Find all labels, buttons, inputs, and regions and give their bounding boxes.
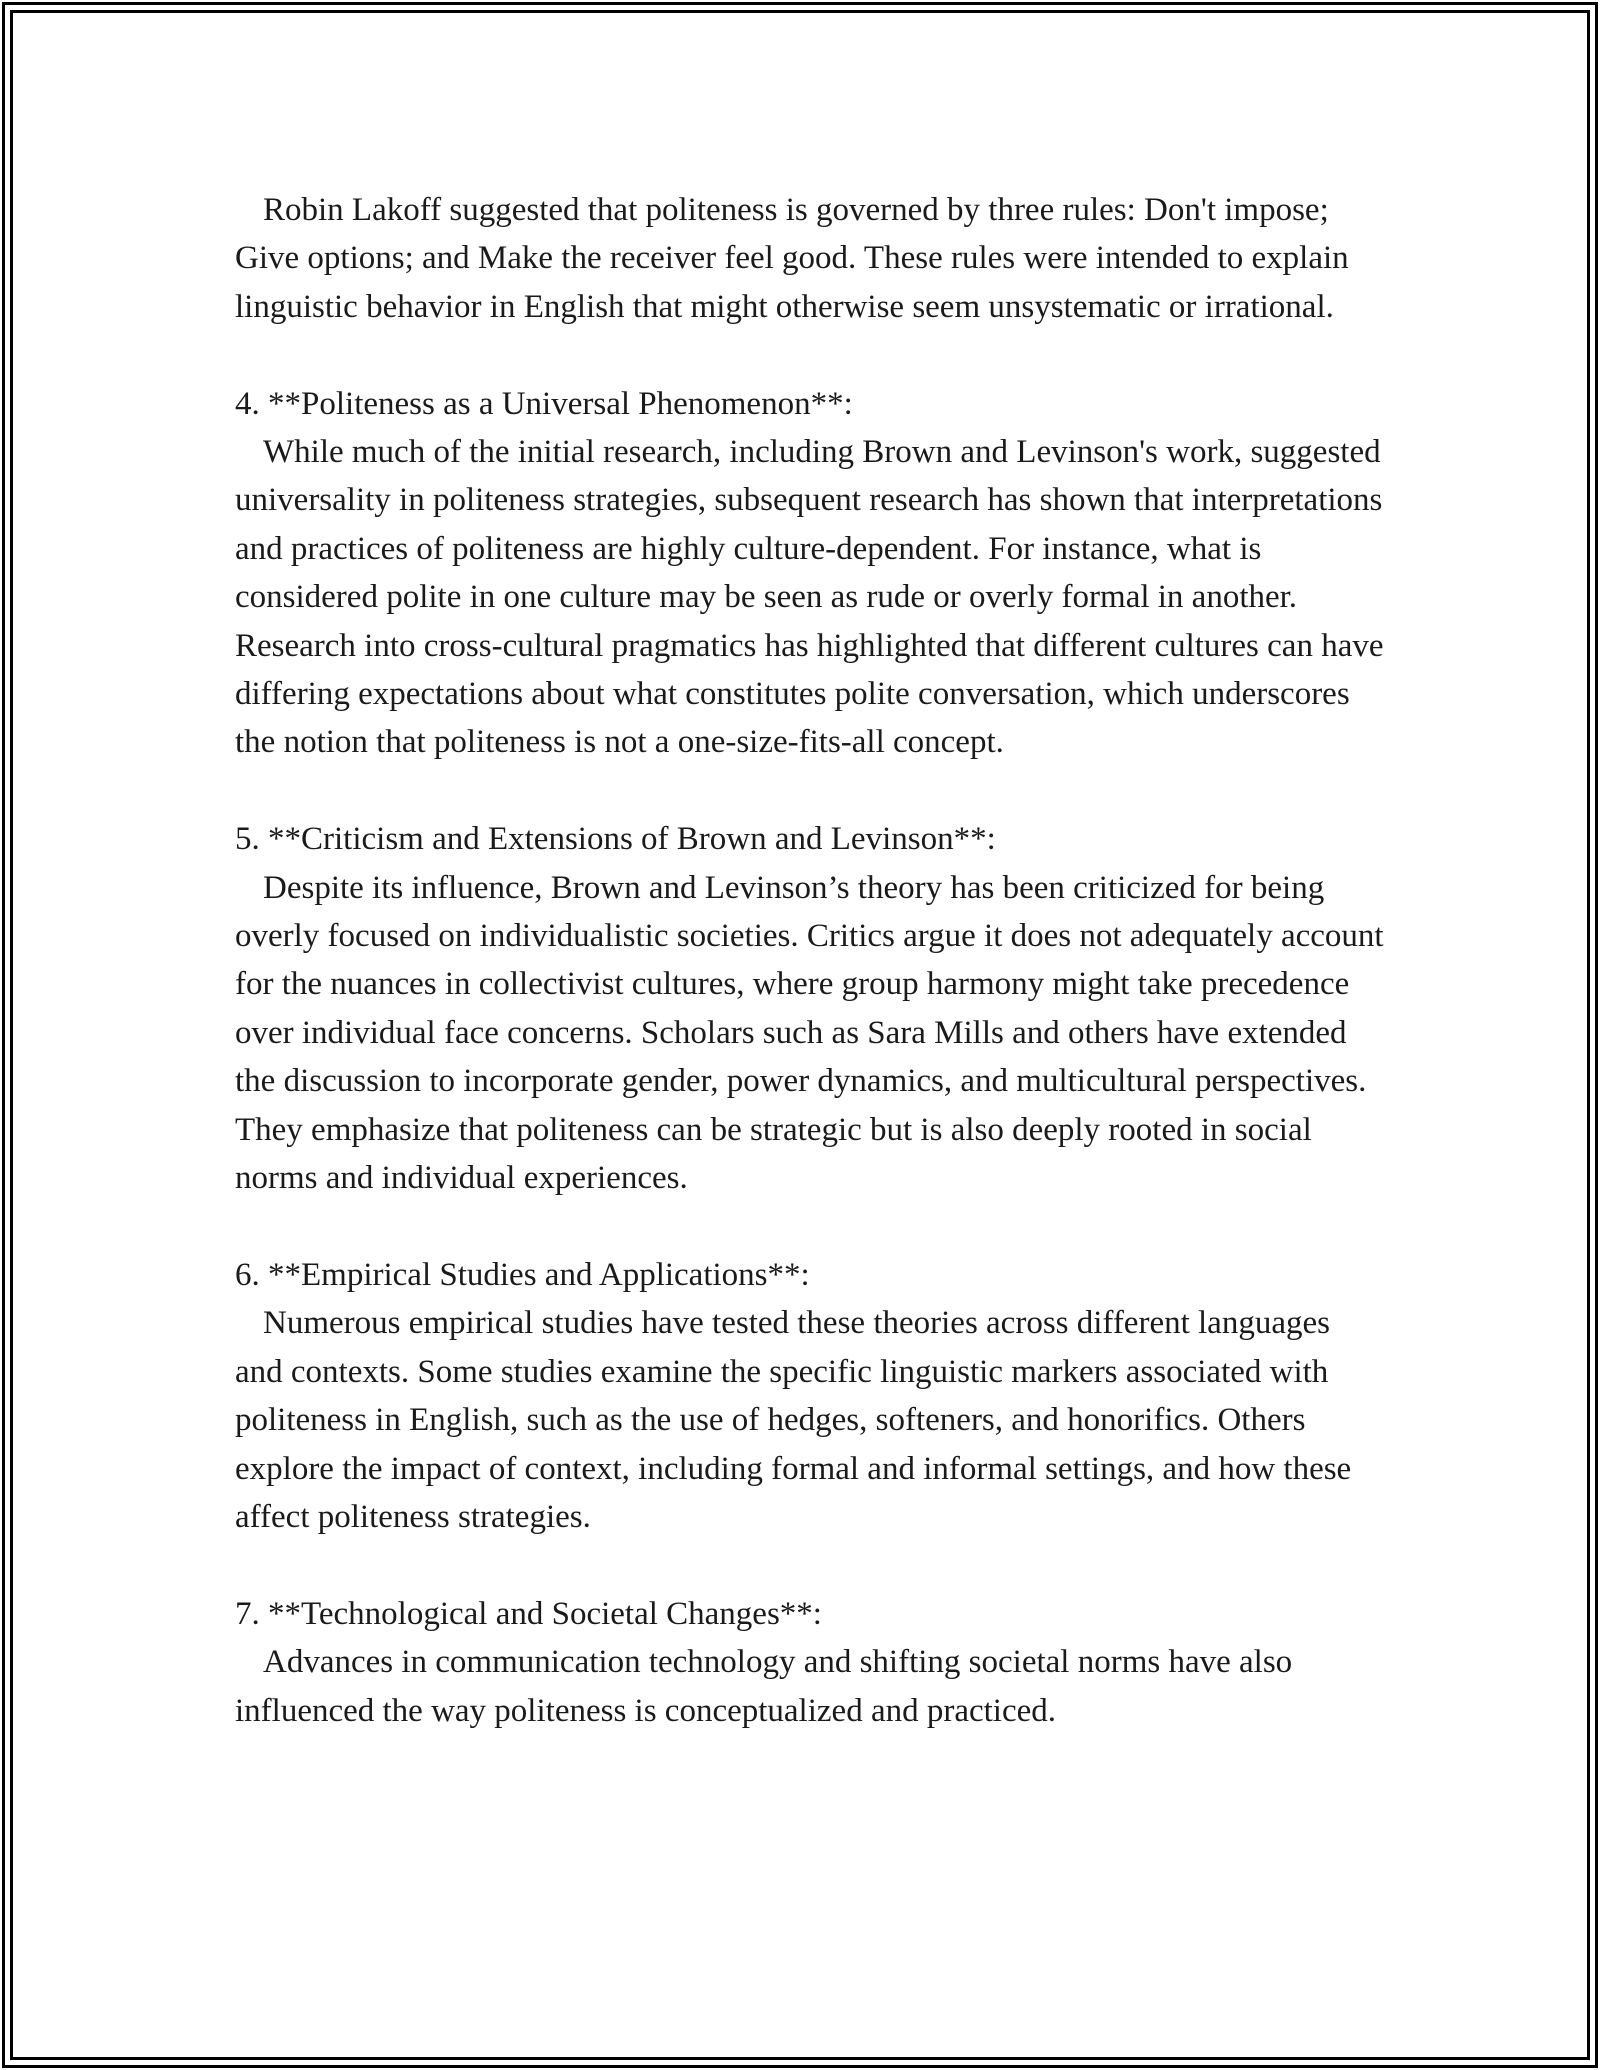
section-body-text: Advances in communication technology and shifting societal norms have also influenced the way politeness is conceptualized and practiced.	[235, 1644, 1293, 1729]
document-body	[235, 186, 1385, 1735]
intro-paragraph	[235, 186, 1385, 331]
intro-text: Robin Lakoff suggested that politeness is governed by three rules: Don't impose; Give options; and Make the receiver feel good. These rules were intended to explain linguistic behavior in English that might otherwise seem unsystematic or irrational.	[235, 192, 1349, 325]
section-body	[235, 428, 1385, 767]
section-body-text: While much of the initial research, including Brown and Levinson's work, suggested universality in politeness strategies, subsequent research has shown that interpretations and practices of politeness are highly culture-dependent. For instance, what is considered polite in one culture may be seen as rude or overly formal in another. Research into cross-cultural pragmatics has highlighted that different cultures can have differing expectations about what constitutes polite conversation, which underscores the notion that politeness is not a one-size-fits-all concept.	[235, 434, 1384, 761]
section-body	[235, 1299, 1385, 1541]
section-body	[235, 864, 1385, 1203]
section-heading: 5. **Criticism and Extensions of Brown and Levinson**:	[235, 821, 996, 858]
section-6	[235, 1251, 1385, 1541]
section-heading: 6. **Empirical Studies and Applications**:	[235, 1256, 810, 1293]
section-4	[235, 380, 1385, 767]
section-body	[235, 1638, 1385, 1735]
section-body-text: Despite its influence, Brown and Levinson’s theory has been criticized for being overly focused on individualistic societies. Critics argue it does not adequately account for the nuances in collectivist cultures, where group harmony might take precedence over individual face concerns. Scholars such as Sara Mills and others have extended the discussion to incorporate gender, power dynamics, and multicultural perspectives. They emphasize that politeness can be strategic but is also deeply rooted in social norms and individual experiences.	[235, 869, 1384, 1197]
section-7	[235, 1590, 1385, 1735]
section-5	[235, 815, 1385, 1202]
section-body-text: Numerous empirical studies have tested these theories across different languages and contexts. Some studies examine the specific linguistic markers associated with politeness in English, such as the use of hedges, softeners, and honorifics. Others explore the impact of context, including formal and informal settings, and how these affect politeness strategies.	[235, 1305, 1352, 1535]
section-heading: 7. **Technological and Societal Changes**:	[235, 1595, 822, 1632]
section-heading: 4. **Politeness as a Universal Phenomenon**:	[235, 385, 853, 422]
